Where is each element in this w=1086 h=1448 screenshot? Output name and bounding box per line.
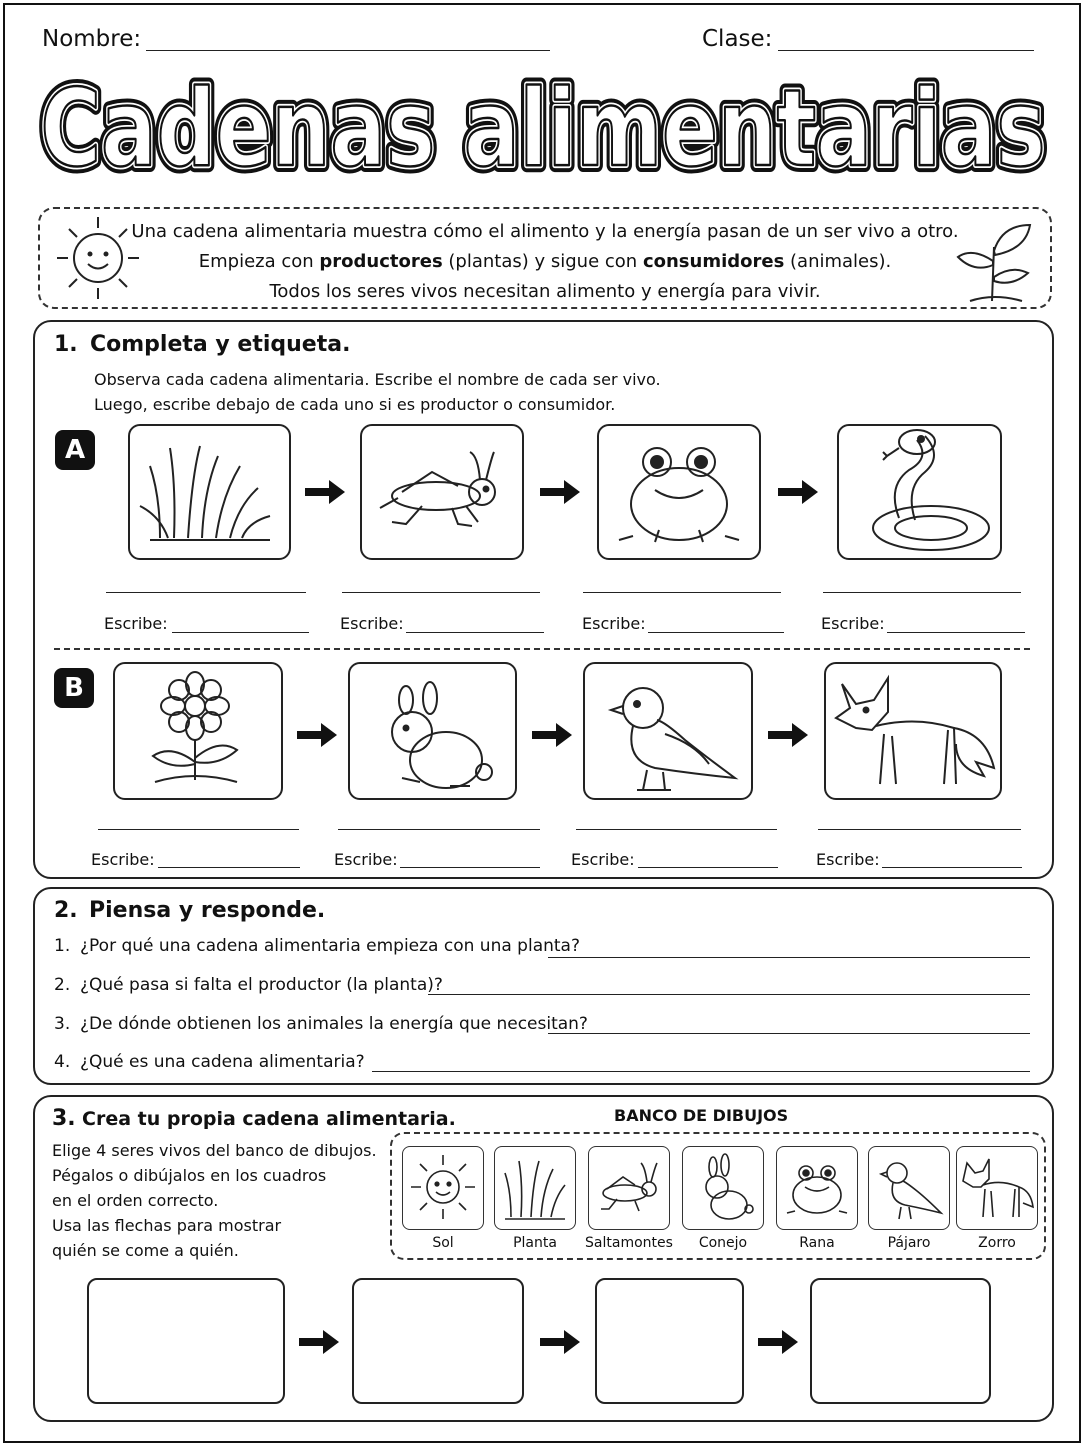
bank-label-rabbit: Conejo [698, 1235, 748, 1251]
snake-icon [839, 426, 1000, 558]
name-field[interactable] [146, 50, 550, 51]
question-number: 4. [54, 1052, 71, 1072]
section-3-instruction-3: en el orden correcto. [52, 1191, 219, 1210]
write-label: Escribe: [582, 614, 646, 633]
chain-b-type-field-1[interactable] [158, 867, 300, 868]
question-text: ¿Qué pasa si falta el productor (la planta)? [80, 975, 443, 995]
arrow-right-icon [295, 721, 339, 749]
rabbit-icon [350, 664, 515, 798]
frog-icon [599, 426, 759, 558]
bank-item-fox[interactable] [956, 1146, 1038, 1230]
chain-a-badge: A [55, 430, 95, 470]
grass-icon [130, 426, 289, 558]
section-3-instruction-5: quién se come a quién. [52, 1241, 239, 1260]
section-3-number: 3. [52, 1106, 76, 1131]
chain-a-type-field-3[interactable] [648, 632, 784, 633]
bank-item-frog[interactable] [776, 1146, 858, 1230]
grass-icon [495, 1147, 574, 1228]
page-title-outline: Cadenas alimentarias [40, 67, 1046, 190]
drawing-box-2[interactable] [352, 1278, 524, 1404]
drawing-box-3[interactable] [595, 1278, 744, 1404]
question-text: ¿De dónde obtienen los animales la energía que necesitan? [80, 1014, 588, 1034]
arrow-right-icon [538, 1328, 582, 1356]
bird-icon [869, 1147, 948, 1228]
chain-b-name-field-3[interactable] [576, 829, 777, 830]
chain-b-card-4 [824, 662, 1002, 800]
drawing-box-1[interactable] [87, 1278, 285, 1404]
question-text: ¿Por qué una cadena alimentaria empieza con una planta? [80, 936, 580, 956]
chain-a-name-field-4[interactable] [823, 592, 1021, 593]
divider [54, 648, 1030, 650]
chain-a-type-field-4[interactable] [887, 632, 1025, 633]
bank-label-frog: Rana [799, 1235, 835, 1251]
intro-line-2: Empieza con productores (plantas) y sigue con consumidores (animales). [198, 251, 892, 272]
chain-b-badge: B [54, 668, 94, 708]
bank-label-bird: Pájaro [887, 1235, 931, 1251]
fox-icon [826, 664, 1000, 798]
bank-item-plant[interactable] [494, 1146, 576, 1230]
chain-b-name-field-2[interactable] [338, 829, 540, 830]
grasshopper-icon [589, 1147, 668, 1228]
chain-b-type-field-3[interactable] [638, 867, 778, 868]
chain-b-card-3 [583, 662, 753, 800]
bank-label-fox: Zorro [978, 1235, 1016, 1251]
write-label: Escribe: [571, 850, 635, 869]
class-label: Clase: [702, 26, 773, 52]
answer-field-4[interactable] [372, 1071, 1030, 1072]
chain-b-card-2 [348, 662, 517, 800]
chain-b-type-field-4[interactable] [882, 867, 1022, 868]
chain-b-type-field-2[interactable] [400, 867, 540, 868]
bank-label-grasshopper: Saltamontes [585, 1235, 673, 1251]
arrow-right-icon [297, 1328, 341, 1356]
section-3-instruction-2: Pégalos o dibújalos en los cuadros [52, 1166, 327, 1185]
write-label: Escribe: [816, 850, 880, 869]
intro-line-3: Todos los seres vivos necesitan alimento y energía para vivir. [269, 281, 821, 302]
chain-a-card-3 [597, 424, 761, 560]
question-text: ¿Qué es una cadena alimentaria? [80, 1052, 365, 1072]
chain-b-name-field-4[interactable] [818, 829, 1021, 830]
chain-a-card-2 [360, 424, 524, 560]
answer-field-1[interactable] [548, 957, 1030, 958]
answer-field-3[interactable] [548, 1033, 1030, 1034]
picture-bank [390, 1132, 1046, 1260]
arrow-right-icon [530, 721, 574, 749]
page-title-fill: Cadenas alimentarias [40, 67, 1046, 190]
section-2-number: 2. [54, 898, 78, 923]
section-2-title: Piensa y responde. [89, 898, 326, 923]
intro-box [38, 207, 1052, 309]
section-1-instruction-1: Observa cada cadena alimentaria. Escribe el nombre de cada ser vivo. [94, 370, 661, 389]
bank-title: BANCO DE DIBUJOS [614, 1106, 789, 1125]
chain-a-card-1 [128, 424, 291, 560]
arrow-right-icon [766, 721, 810, 749]
sprout-icon [952, 217, 1038, 305]
bank-item-rabbit[interactable] [682, 1146, 764, 1230]
frog-icon [777, 1147, 856, 1228]
flower-icon [115, 664, 281, 798]
question-number: 1. [54, 936, 71, 956]
page-title [0, 62, 1086, 192]
class-field[interactable] [778, 50, 1034, 51]
grasshopper-icon [362, 426, 522, 558]
chain-a-type-field-2[interactable] [406, 632, 544, 633]
page-title-inner: Cadenas alimentarias [40, 67, 1046, 190]
chain-a-name-field-1[interactable] [106, 592, 306, 593]
write-label: Escribe: [104, 614, 168, 633]
chain-a-name-field-2[interactable] [342, 592, 540, 593]
name-label: Nombre: [42, 26, 142, 52]
write-label: Escribe: [91, 850, 155, 869]
write-label: Escribe: [340, 614, 404, 633]
bank-label-sun: Sol [432, 1235, 454, 1251]
write-label: Escribe: [821, 614, 885, 633]
section-3-instruction-1: Elige 4 seres vivos del banco de dibujos. [52, 1141, 377, 1160]
chain-b-card-1 [113, 662, 283, 800]
chain-a-type-field-1[interactable] [172, 632, 309, 633]
section-3-instruction-4: Usa las flechas para mostrar [52, 1216, 282, 1235]
drawing-box-4[interactable] [810, 1278, 991, 1404]
arrow-right-icon [776, 478, 820, 506]
intro-line-1: Una cadena alimentaria muestra cómo el alimento y la energía pasan de un ser vivo a otro. [131, 221, 959, 242]
answer-field-2[interactable] [428, 994, 1030, 995]
rabbit-icon [683, 1147, 762, 1228]
chain-b-name-field-1[interactable] [98, 829, 299, 830]
section-1-title: Completa y etiqueta. [90, 332, 351, 357]
question-number: 2. [54, 975, 71, 995]
bank-item-bird[interactable] [868, 1146, 950, 1230]
bank-item-grasshopper[interactable] [588, 1146, 670, 1230]
fox-icon [957, 1147, 1036, 1228]
section-3-title: Crea tu propia cadena alimentaria. [82, 1108, 456, 1130]
write-label: Escribe: [334, 850, 398, 869]
arrow-right-icon [538, 478, 582, 506]
sun-icon [403, 1147, 482, 1228]
bird-icon [585, 664, 751, 798]
section-1-instruction-2: Luego, escribe debajo de cada uno si es productor o consumidor. [94, 395, 616, 414]
bank-item-sun[interactable] [402, 1146, 484, 1230]
question-number: 3. [54, 1014, 71, 1034]
chain-a-card-4 [837, 424, 1002, 560]
arrow-right-icon [303, 478, 347, 506]
bank-label-plant: Planta [513, 1235, 557, 1251]
chain-a-name-field-3[interactable] [583, 592, 781, 593]
arrow-right-icon [756, 1328, 800, 1356]
section-1-number: 1. [54, 332, 78, 357]
